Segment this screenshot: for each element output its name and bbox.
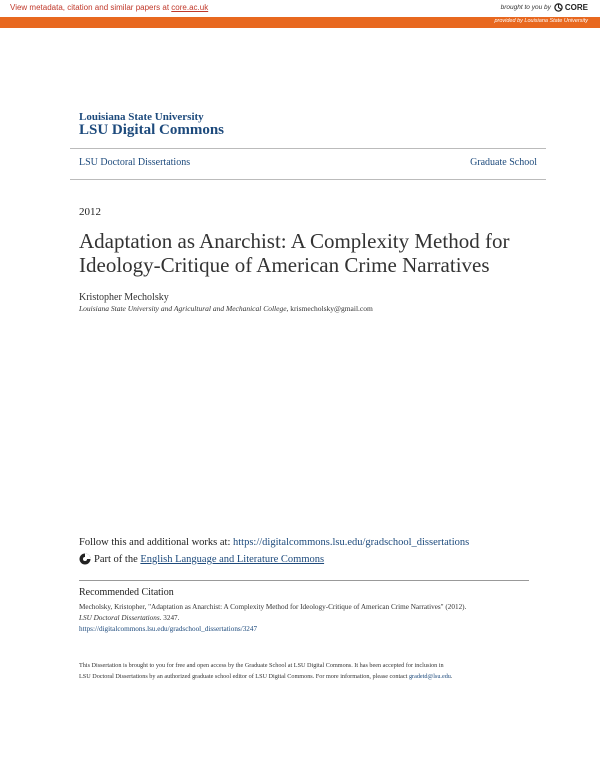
citation-number: . 3247. <box>159 614 180 622</box>
paper-title: Adaptation as Anarchist: A Complexity Method for Ideology-Critique of American Crime Narratives <box>79 229 510 277</box>
access-notice <box>79 660 529 682</box>
citation-divider <box>79 580 529 581</box>
collection-url-link[interactable]: https://digitalcommons.lsu.edu/gradschool_dissertations <box>233 537 470 548</box>
discipline-commons-link[interactable]: English Language and Literature Commons <box>140 553 325 565</box>
university-name[interactable]: Louisiana State University <box>79 111 204 123</box>
contact-email-link[interactable]: gradetd@lsu.edu <box>408 673 451 680</box>
author-affiliation <box>79 304 373 313</box>
author-email: , krismecholsky@gmail.com <box>286 304 373 313</box>
repository-name[interactable]: LSU Digital Commons <box>79 122 225 138</box>
citation-url-link[interactable]: https://digitalcommons.lsu.edu/gradschool_dissertations/3247 <box>79 625 258 633</box>
core-logo <box>554 3 588 12</box>
notice-line-1: This Dissertation is brought to you for free and open access by the Graduate School at LSU Digital Commons. It has been accepted for inclusion in <box>79 662 444 669</box>
core-metadata-text: View metadata, citation and similar papers at <box>10 3 172 12</box>
citation-line-2 <box>79 613 466 624</box>
core-provided-strip <box>0 17 600 28</box>
citation-heading: Recommended Citation <box>79 587 174 598</box>
notice-text-2: LSU Doctoral Dissertations by an authorized graduate school editor of LSU Digital Commons. For more information, please contact <box>79 673 409 680</box>
header-bottom-divider <box>70 179 546 180</box>
school-link[interactable]: Graduate School <box>470 157 537 168</box>
part-of-line <box>79 553 324 565</box>
follow-label: Follow this and additional works at: <box>79 537 233 548</box>
citation-block <box>79 602 466 635</box>
provided-by-text: provided by Louisiana State University <box>494 18 588 24</box>
network-icon <box>79 553 91 565</box>
citation-series: LSU Doctoral Dissertations <box>79 614 160 622</box>
core-top-strip <box>0 0 600 17</box>
brought-by-text: brought to you by <box>500 4 551 11</box>
follow-line <box>79 537 469 548</box>
author-name: Kristopher Mecholsky <box>79 292 169 303</box>
core-banner <box>0 0 600 28</box>
core-metadata-link[interactable] <box>10 3 208 12</box>
core-brand[interactable] <box>501 3 588 12</box>
core-site-link[interactable]: core.ac.uk <box>171 3 209 12</box>
citation-line-1: Mecholsky, Kristopher, "Adaptation as Anarchist: A Complexity Method for Ideology-Critique of American Crime Narratives" (2012). <box>79 603 467 611</box>
publication-year: 2012 <box>79 206 101 218</box>
core-logo-text: CORE <box>564 3 588 12</box>
part-of-label: Part of the <box>94 553 141 565</box>
notice-line-2 <box>79 671 529 682</box>
series-link[interactable]: LSU Doctoral Dissertations <box>79 157 191 168</box>
core-logo-icon <box>554 3 563 12</box>
affiliation-name: Louisiana State University and Agricultural and Mechanical College <box>79 304 287 313</box>
header-top-divider <box>70 148 546 149</box>
notice-end: . <box>450 673 453 680</box>
